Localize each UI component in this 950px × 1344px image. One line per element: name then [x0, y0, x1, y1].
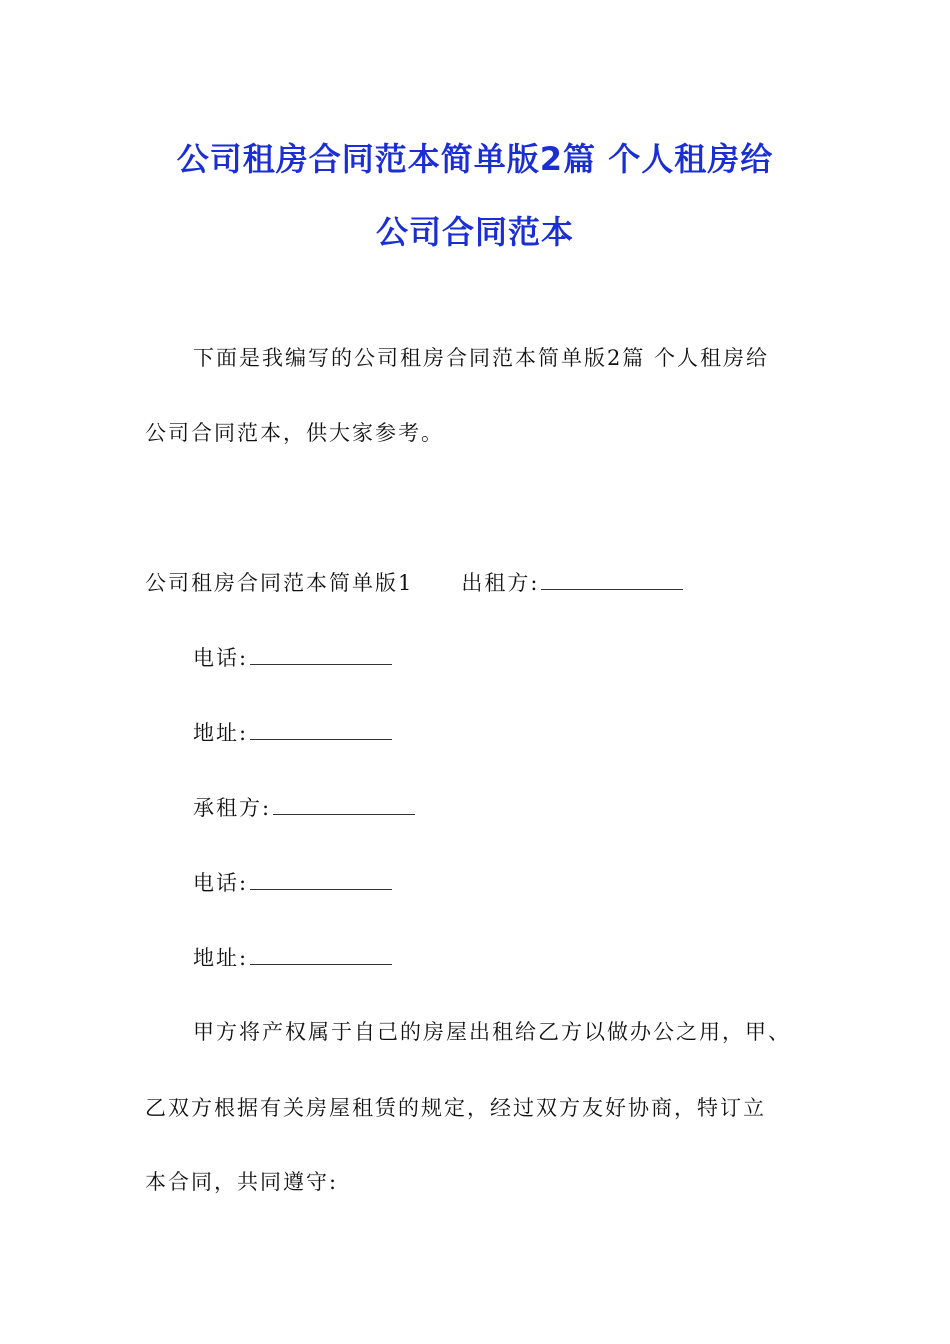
section1-heading: 公司租房合同范本简单版1: [145, 571, 414, 595]
lessor-phone-label: 电话:: [193, 646, 249, 670]
lessor-address-blank: [250, 719, 392, 740]
lessee-phone-row: [193, 868, 392, 898]
document-title-line-2: 公司合同范本: [375, 213, 574, 251]
lessee-blank: [273, 794, 415, 815]
lessor-address-row: [193, 718, 392, 748]
lessor-address-label: 地址:: [193, 721, 249, 745]
body-paragraph-line-3: 本合同，共同遵守:: [145, 1170, 339, 1194]
lessor-phone-blank: [250, 644, 392, 665]
body-paragraph-line-1: 甲方将产权属于自己的房屋出租给乙方以做办公之用，甲、: [193, 1020, 791, 1044]
lessor-label: 出租方:: [461, 571, 540, 595]
section-heading-row: [145, 568, 683, 598]
lessor-phone-row: [193, 643, 392, 673]
lessee-address-label: 地址:: [193, 946, 249, 970]
lessor-blank: [541, 569, 683, 590]
lessee-row: [193, 793, 415, 823]
lessee-label: 承租方:: [193, 796, 272, 820]
lessee-phone-blank: [250, 869, 392, 890]
body-paragraph-line-2: 乙双方根据有关房屋租赁的规定，经过双方友好协商，特订立: [145, 1096, 766, 1120]
intro-paragraph-line-1: 下面是我编写的公司租房合同范本简单版2篇 个人租房给: [193, 346, 770, 370]
lessee-address-blank: [250, 944, 392, 965]
intro-paragraph-line-2: 公司合同范本，供大家参考。: [145, 421, 444, 445]
lessee-phone-label: 电话:: [193, 871, 249, 895]
document-title-line-1: 公司租房合同范本简单版2篇 个人租房给: [176, 140, 774, 178]
lessee-address-row: [193, 943, 392, 973]
